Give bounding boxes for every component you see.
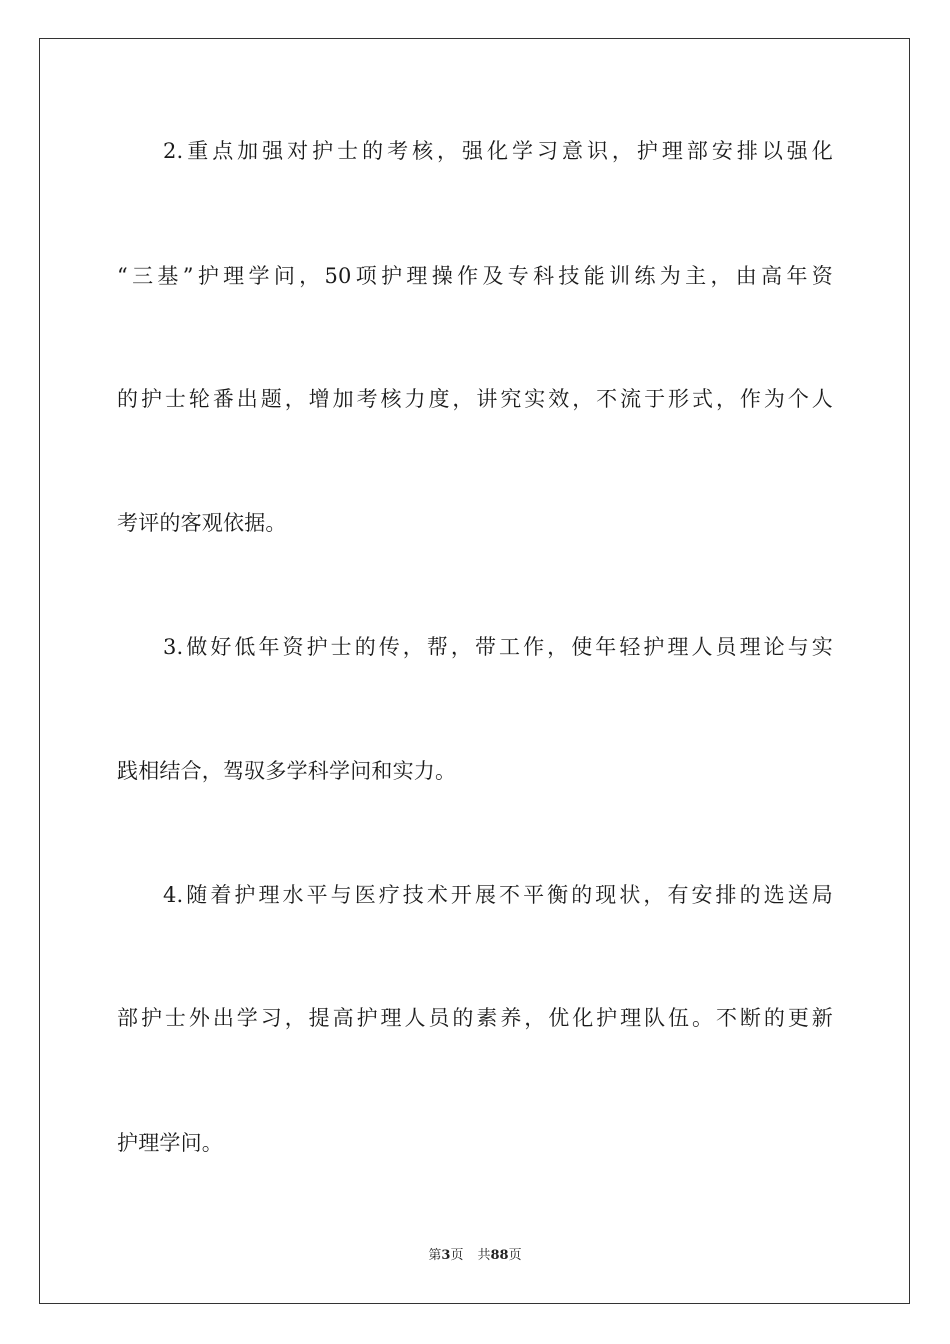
paragraph-line: 考评的客观依据。 — [117, 511, 287, 535]
paragraph-line: 2.重点加强对护士的考核，强化学习意识，护理部安排以强化 — [163, 139, 833, 163]
page-suffix: 页 — [450, 1248, 464, 1263]
paragraph-line: 部护士外出学习，提高护理人员的素养，优化护理队伍。不断的更新 — [117, 1006, 833, 1030]
page-footer — [0, 1247, 950, 1265]
total-pages: 88 — [490, 1248, 509, 1263]
page-prefix: 第 — [428, 1248, 442, 1263]
paragraph-line: 的护士轮番出题，增加考核力度，讲究实效，不流于形式，作为个人 — [117, 387, 833, 411]
paragraph-line: “三基”护理学问，50项护理操作及专科技能训练为主，由高年资 — [117, 264, 833, 288]
page-border — [39, 38, 910, 1304]
paragraph-line: 4.随着护理水平与医疗技术开展不平衡的现状，有安排的选送局 — [163, 883, 833, 907]
page-number: 3 — [441, 1248, 451, 1263]
paragraph-line: 践相结合，驾驭多学科学问和实力。 — [117, 759, 457, 783]
total-suffix: 页 — [508, 1248, 522, 1263]
paragraph-line: 护理学问。 — [117, 1131, 223, 1155]
paragraph-line: 3.做好低年资护士的传，帮，带工作，使年轻护理人员理论与实 — [163, 635, 833, 659]
total-prefix: 共 — [477, 1248, 491, 1263]
